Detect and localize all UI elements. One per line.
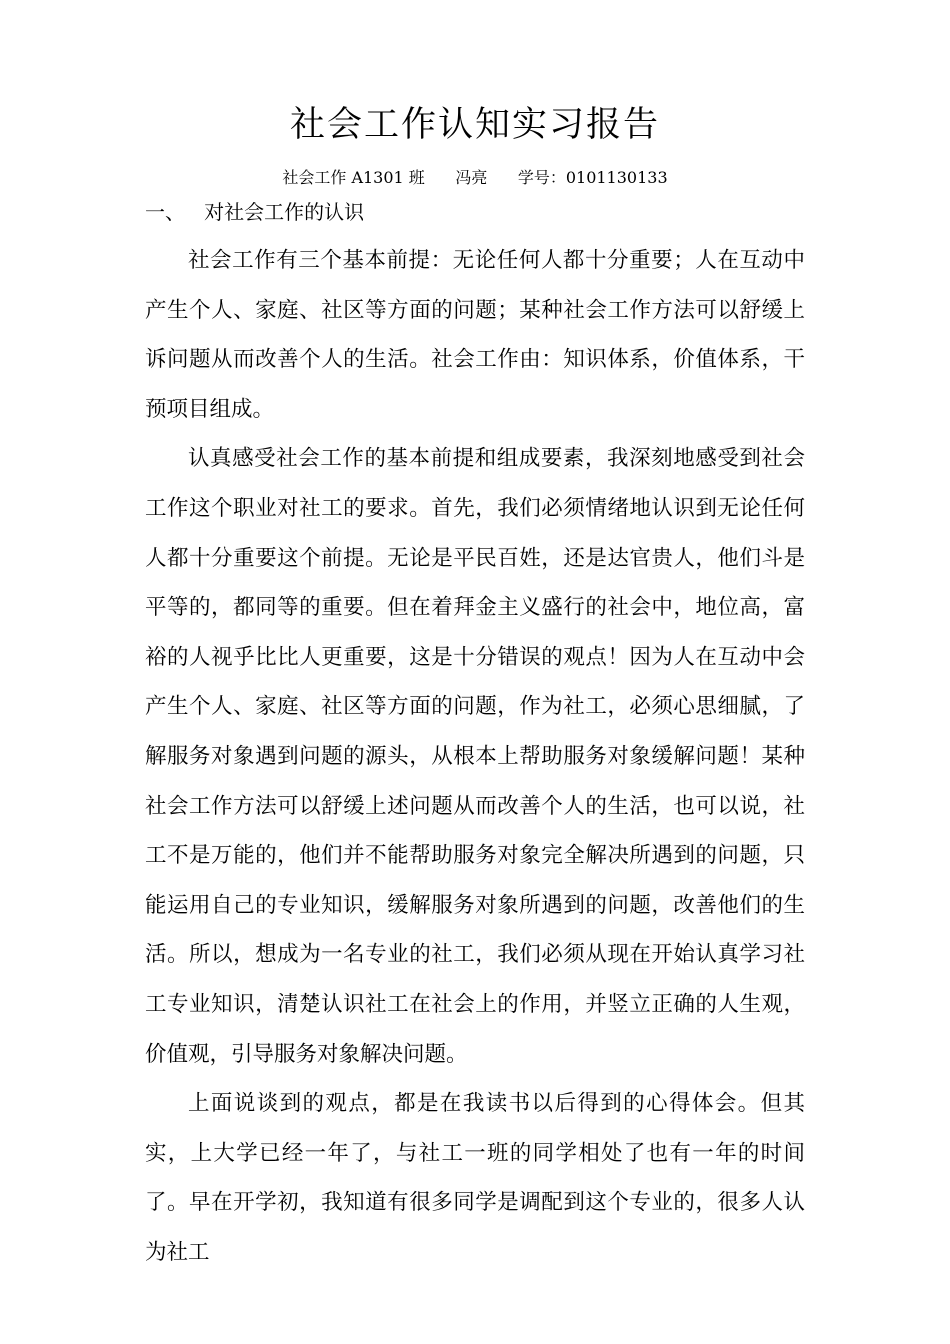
document-title: 社会工作认知实习报告 (289, 105, 660, 145)
document-page (145, 0, 805, 1344)
author-byline: 社会工作 A1301 班 冯亮 学号：0101130133 (282, 168, 668, 187)
paragraph-1: 社会工作有三个基本前提：无论任何人都十分重要；人在互动中产生个人、家庭、社区等方面的问题；某种社会工作方法可以舒缓上诉问题从而改善个人的生活。社会工作由：知识体系，价值体系，干预项目组成。 (145, 248, 805, 422)
paragraph-2: 认真感受社会工作的基本前提和组成要素，我深刻地感受到社会工作这个职业对社工的要求。首先，我们必须情绪地认识到无论任何人都十分重要这个前提。无论是平民百姓，还是达官贵人，他们斗是平等的，都同等的重要。但在着拜金主义盛行的社会中，地位高，富裕的人视乎比比人更重要，这是十分错误的观点！因为人在互动中会产生个人、家庭、社区等方面的问题，作为社工，必须心思细腻，了解服务对象遇到问题的源头，从根本上帮助服务对象缓解问题！某种社会工作方法可以舒缓上述问题从而改善个人的生活，也可以说，社工不是万能的，他们并不能帮助服务对象完全解决所遇到的问题，只能运用自己的专业知识，缓解服务对象所遇到的问题，改善他们的生活。所以，想成为一名专业的社工，我们必须从现在开始认真学习社工专业知识，清楚认识社工在社会上的作用，并竖立正确的人生观，价值观，引导服务对象解决问题。 (145, 446, 805, 1067)
document-body (145, 236, 805, 1277)
section-heading: 一、 对社会工作的认识 (145, 200, 365, 224)
paragraph-3: 上面说谈到的观点，都是在我读书以后得到的心得体会。但其实，上大学已经一年了，与社工一班的同学相处了也有一年的时间了。早在开学初，我知道有很多同学是调配到这个专业的，很多人认为社工 (145, 1091, 805, 1265)
